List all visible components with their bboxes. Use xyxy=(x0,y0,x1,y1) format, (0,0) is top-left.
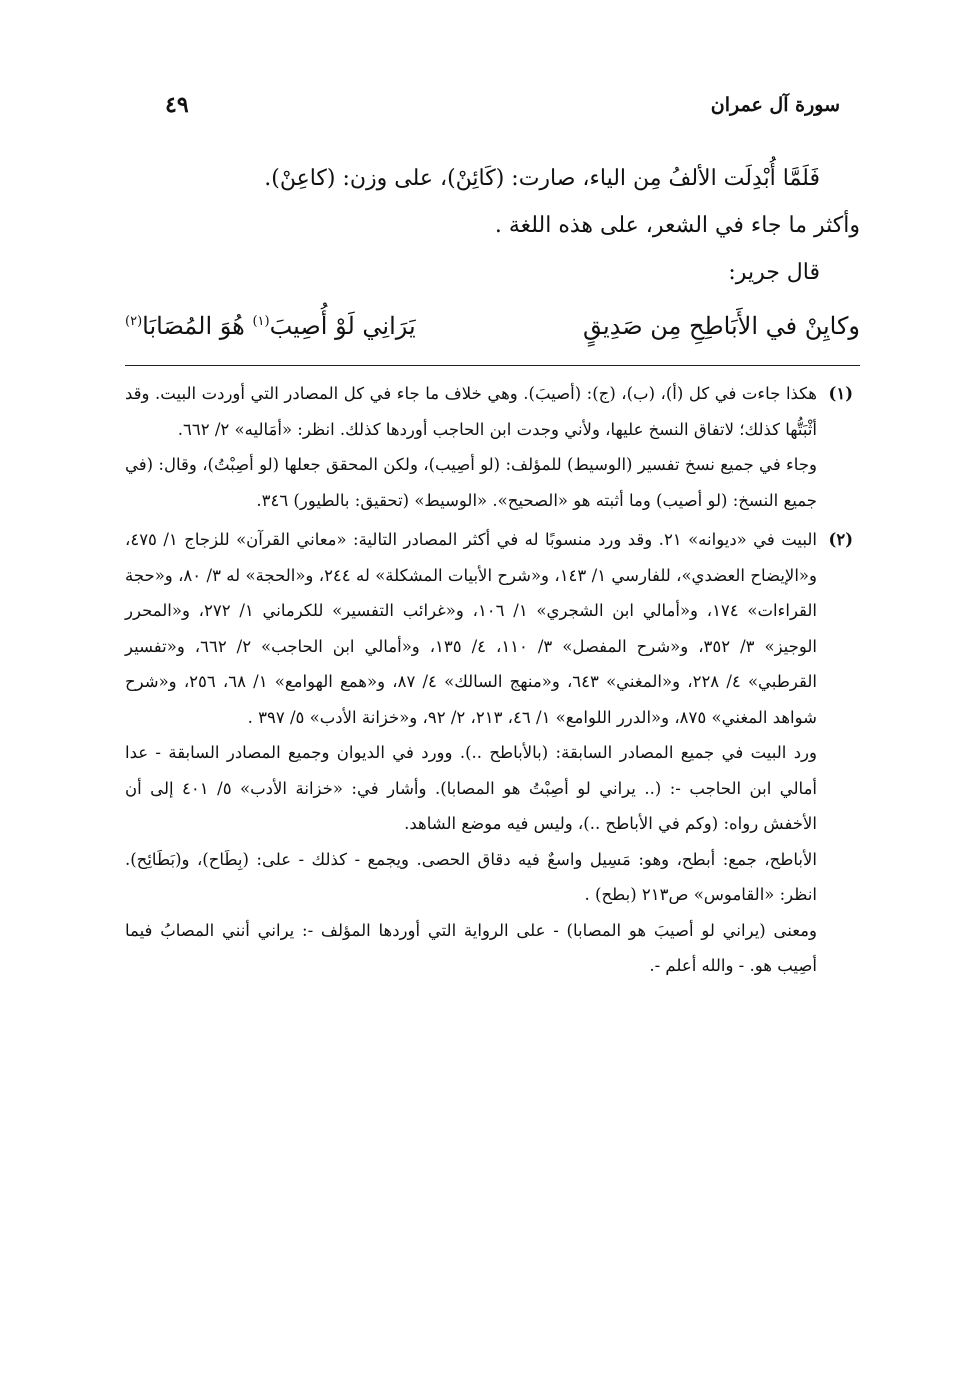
footnotes xyxy=(125,372,853,984)
verse-first-hemistich: وكايِنْ في الأَبَاطِحِ مِن صَدِيقٍ xyxy=(582,312,860,340)
verse-second-part-b: هُوَ المُصَابَا xyxy=(142,312,245,340)
footnote-body xyxy=(125,376,817,518)
main-line-2: وأكثر ما جاء في الشعر، على هذه اللغة . xyxy=(494,213,860,238)
footnote-paragraph: وجاء في جميع نسخ تفسير (الوسيط) للمؤلف: (لو أصِيب)، ولكن المحقق جعلها (لو أصِبْتُ)، وقال: (في جميع النسخ: (لو أصيب) وما أثبته هو «الصحيح». «الوسيط» (تحقيق: بالطيور) ٣٤٦. xyxy=(125,455,817,510)
footnote-paragraph: ورد البيت في جميع المصادر السابقة: (بالأباطح ..). وورد في الديوان وجميع المصادر السابقة - عدا أمالي ابن الحاجب -: (.. يراني لو أصِبْتُ هو المصابا). وأشار في: «خزانة الأدب» ٥/ ٤٠١ إلى أن الأخفش رواه: (وكم في الأباطح ..)، وليس فيه موضع الشاهد. xyxy=(125,743,817,833)
footnote-separator xyxy=(125,365,860,366)
footnote-2 xyxy=(125,522,853,984)
main-text xyxy=(125,155,860,350)
verse-second-hemistich xyxy=(125,298,416,350)
poetry-verse xyxy=(125,298,860,350)
page-header xyxy=(165,85,840,125)
footnote-ref-2: (٢) xyxy=(125,314,143,329)
footnote-paragraph: الأباطح، جمع: أبطح، وهو: مَسِيل واسعٌ فيه دقاق الحصى. ويجمع - كذلك - على: (بِطَاح)، و(بَطَائِح). انظر: «القاموس» ص٢١٣ (بطح) . xyxy=(125,849,817,904)
page-number: ٤٩ xyxy=(165,92,189,118)
footnote-body xyxy=(125,522,817,984)
footnote-number: (٢) xyxy=(828,530,853,549)
verse-second-part-a: يَرَانِي لَوْ أُصِيبَ xyxy=(269,312,416,340)
footnote-paragraph: ومعنى (يراني لو أصيبَ هو المصابا) - على الرواية التي أوردها المؤلف -: يراني أنني المصابُ فيما أصِيب هو. - والله أعلم -. xyxy=(125,920,817,975)
surah-title: سورة آل عمران xyxy=(710,94,840,116)
footnote-1 xyxy=(125,376,853,518)
footnote-ref-1: (١) xyxy=(252,314,270,329)
main-line-3: قال جرير: xyxy=(728,260,820,285)
main-line-1: فَلَمَّا أُبْدِلَت الألفُ مِن الياء، صارت: (كَائِنْ)، على وزن: (كاعِنْ). xyxy=(264,166,820,191)
footnote-number: (١) xyxy=(828,384,853,403)
footnote-paragraph: البيت في «ديوانه» ٢١. وقد ورد منسوبًا له في أكثر المصادر التالية: «معاني القرآن» للزجاج ١/ ٤٧٥، و«الإيضاح العضدي»، للفارسي ١/ ١٤٣، و«شرح الأبيات المشكلة» له ٢٤٤، و«الحجة» له ٣/ ٨٠، و«حجة القراءات» ١٧٤، و«أمالي ابن الشجري» ١/ ١٠٦، و«غرائب التفسير» للكرماني ١/ ٢٧٢، و«المحرر الوجيز» ٣/ ٣٥٢، و«شرح المفصل» ٣/ ١١٠، ٤/ ١٣٥، و«أمالي ابن الحاجب» ٢/ ٦٦٢، و«تفسير القرطبي» ٤/ ٢٢٨، و«المغني» ٦٤٣، و«منهج السالك» ٤/ ٨٧، و«همع الهوامع» ١/ ٦٨، ٢٥٦، و«شرح شواهد المغني» ٨٧٥، و«الدرر اللوامع» ١/ ٤٦، ٢١٣، ٢/ ٩٢، و«خزانة الأدب» ٥/ ٣٩٧ . xyxy=(125,530,818,727)
footnote-paragraph: هكذا جاءت في كل (أ)، (ب)، (ج): (أصيبَ). وهي خلاف ما جاء في كل المصادر التي أوردت البيت. وقد أثْبَتُّها كذلك؛ لاتفاق النسخ عليها، ولأني وجدت ابن الحاجب أوردها كذلك. انظر: «أمَاليه» ٢/ ٦٦٢. xyxy=(125,384,817,439)
